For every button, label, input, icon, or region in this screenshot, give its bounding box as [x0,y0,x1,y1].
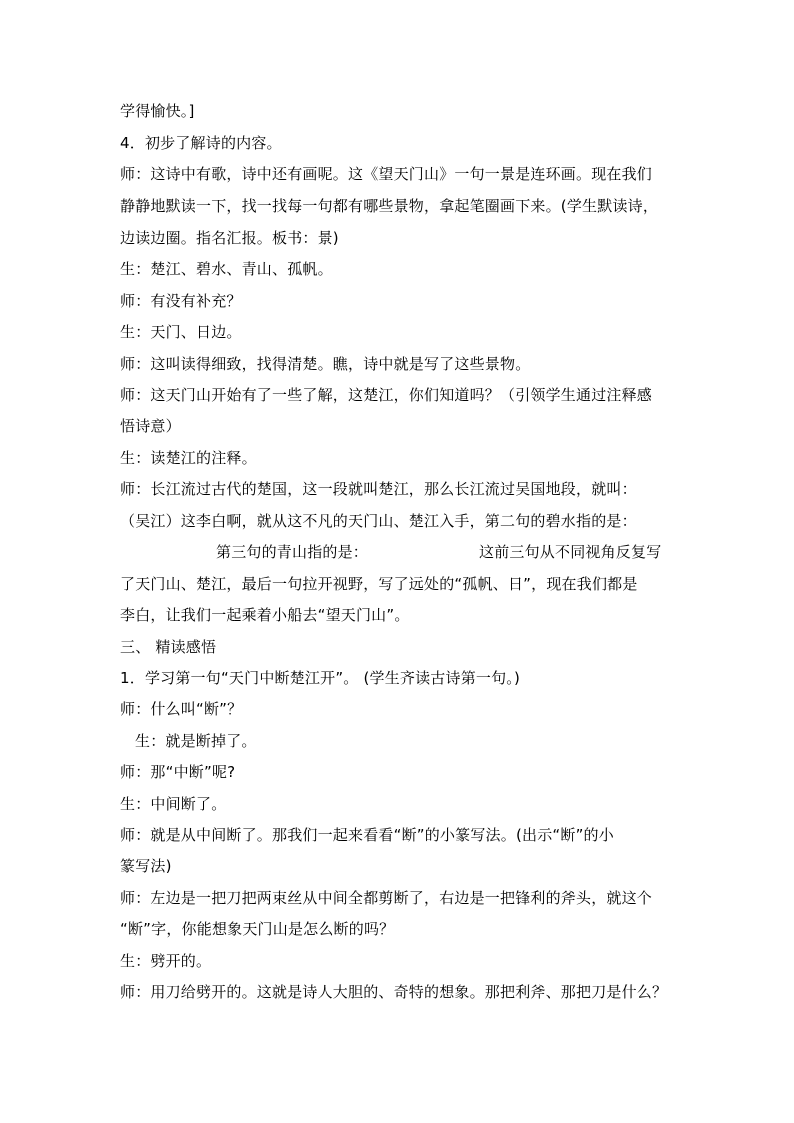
text-line: 1．学习第一句“天门中断楚江开”。 (学生齐读古诗第一句。) [120,669,521,687]
text-line: 生：读楚江的注释。 [120,449,257,467]
text-line: 师：长江流过古代的楚国，这一段就叫楚江，那么长江流过吴国地段，就叫： [120,480,637,498]
text-line: 这前三句从不同视角反复写 [479,543,662,561]
text-line: 生：楚江、碧水、青山、孤帆。 [120,260,333,278]
text-line: 师：有没有补充？ [120,292,242,310]
text-line: 第三句的青山指的是： [216,543,369,561]
text-line: 边读边圈。指名汇报。板书：景) [120,229,339,247]
text-line: 静静地默读一下，找一找每一句都有哪些景物，拿起笔圈画下来。(学生默读诗， [120,197,659,215]
text-line: “断”字，你能想象天门山是怎么断的吗？ [120,920,395,938]
text-line: （吴江）这李白啊，就从这不凡的天门山、楚江入手，第二句的碧水指的是： [120,512,637,530]
text-line: 篆写法) [120,857,172,875]
section-heading: 三、 精读感悟 [120,638,217,656]
text-line: 悟诗意） [120,417,181,435]
text-line: 4．初步了解诗的内容。 [120,134,282,152]
text-line: 学得愉快。] [120,102,195,120]
text-line: 了天门山、楚江，最后一句拉开视野，写了远处的“孤帆、日”，现在我们都是 [120,575,638,593]
text-line: 师：那“中断”呢? [120,763,236,781]
text-line: 生：中间断了。 [120,795,227,813]
text-line: 师：就是从中间断了。那我们一起来看看“断”的小篆写法。(出示“断”的小 [120,826,614,844]
text-line: 师：左边是一把刀把两束丝从中间全都剪断了，右边是一把锋利的斧头，就这个 [120,889,653,907]
text-line: 师：用刀给劈开的。这就是诗人大胆的、奇特的想象。那把利斧、那把刀是什么？ [120,983,668,1001]
text-line: 生：就是断掉了。 [135,732,257,750]
text-line: 李白，让我们一起乘着小船去“望天门山”。 [120,606,410,624]
text-line: 师：什么叫“断”？ [120,700,243,718]
text-line: 师：这天门山开始有了一些了解，这楚江，你们知道吗？（引领学生通过注释感 [120,386,653,404]
text-line: 师：这叫读得细致，找得清楚。瞧，诗中就是写了这些景物。 [120,355,531,373]
text-line: 生：劈开的。 [120,952,212,970]
text-line: 生：天门、日边。 [120,323,242,341]
text-line: 师：这诗中有歌，诗中还有画呢。这《望天门山》一句一景是连环画。现在我们 [120,165,653,183]
